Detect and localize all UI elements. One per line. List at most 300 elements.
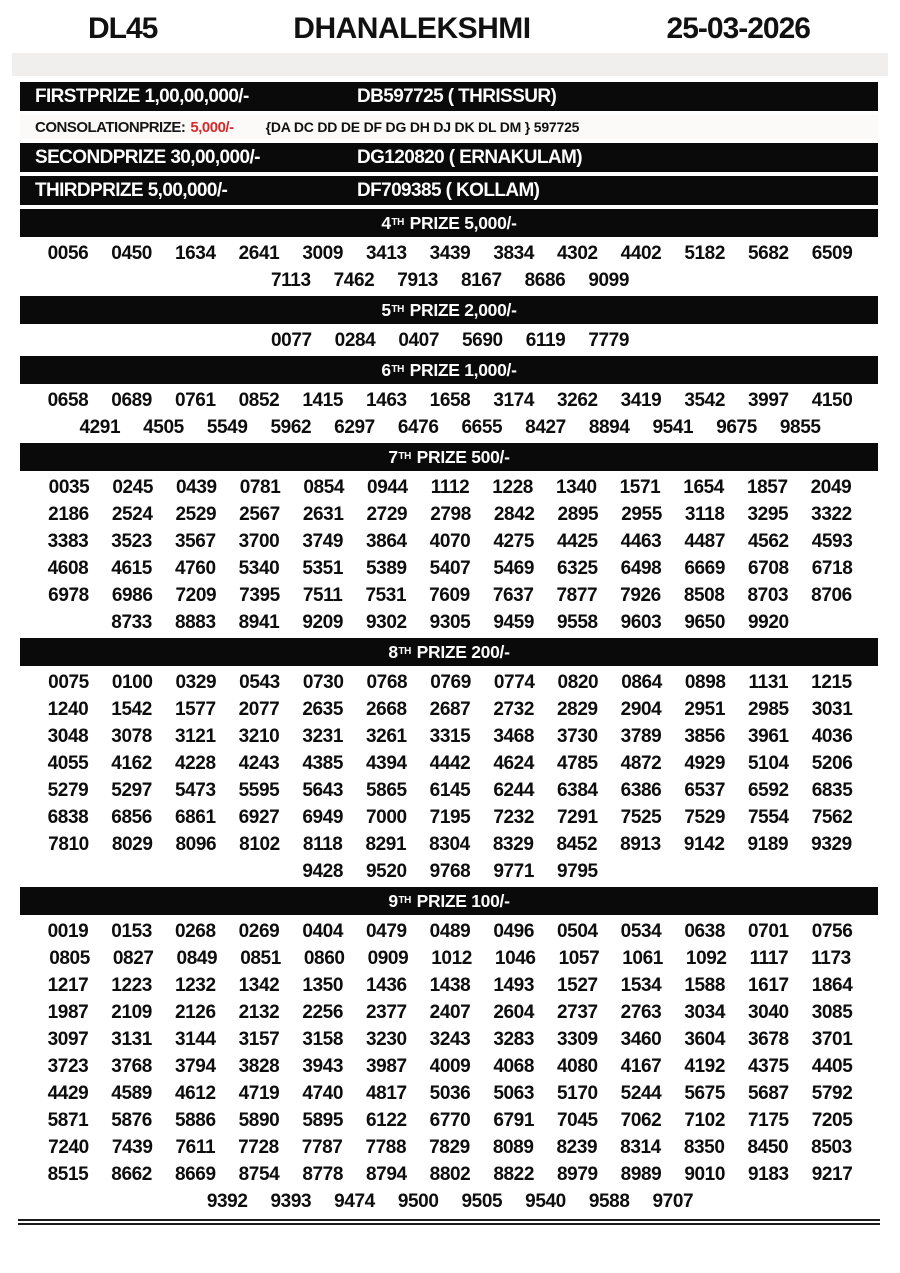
prize-number: 9603 [620,612,662,633]
prize-number: 9707 [652,1191,694,1212]
prize-number: 3961 [748,726,789,747]
prize-number: 2955 [621,504,662,525]
draw-code: DL45 [88,12,158,45]
prize-section-header-6th: 6 TH PRIZE 1,000/- [20,356,878,384]
consolation-series: {DA DC DD DE DF DG DH DJ DK DL DM } 597725 [265,119,580,135]
prize-number: 0489 [429,921,471,942]
prize-number: 8822 [493,1164,534,1185]
prize-number: 7395 [239,585,280,606]
prize-number: 0774 [493,672,535,693]
prize-number: 5063 [493,1083,534,1104]
prize-number: 3542 [684,390,726,411]
prize-number: 5389 [365,558,407,579]
prize-numbers-row [14,582,886,609]
prize-number: 3121 [174,726,216,747]
prize-number: 4817 [365,1083,407,1104]
prize-number: 3118 [684,504,725,525]
prize-number: 9010 [684,1164,726,1185]
prize-numbers-row [14,831,886,858]
prize-numbers-row [14,696,886,723]
prize-number: 5682 [748,243,789,264]
second-prize-bar [20,143,878,172]
prize-number: 0944 [367,477,408,498]
prize-numbers-row [14,858,886,885]
prize-number: 1658 [429,390,471,411]
prize-number: 9189 [747,834,789,855]
prize-number: 2635 [302,699,343,720]
prize-number: 6509 [811,243,853,264]
prize-number: 3468 [493,726,534,747]
prize-number: 9588 [588,1191,630,1212]
prize-number: 3828 [238,1056,280,1077]
prize-number: 8427 [525,417,566,438]
prize-number: 4055 [47,753,89,774]
prize-number: 7728 [238,1137,279,1158]
prize-number: 8515 [47,1164,89,1185]
prize-number: 3034 [684,1002,726,1023]
prize-number: 8894 [588,417,630,438]
prize-number: 4302 [557,243,598,264]
prize-number: 4425 [557,531,598,552]
prize-number: 4162 [111,753,152,774]
prize-number: 6791 [493,1110,534,1131]
prize-number: 0730 [302,672,344,693]
prize-numbers-row [14,918,886,945]
prize-number: 7829 [429,1137,470,1158]
prize-section-header-5th: 5 TH PRIZE 2,000/- [20,296,878,324]
prize-numbers-row [14,555,886,582]
prize-number: 8913 [620,834,661,855]
prize-number: 2729 [366,504,408,525]
prize-number: 3261 [365,726,407,747]
prize-number: 5962 [270,417,312,438]
prize-number: 9183 [748,1164,789,1185]
prize-number: 4593 [811,531,853,552]
prize-number: 8883 [174,612,216,633]
prize-number: 1527 [557,975,598,996]
prize-number: 9795 [557,861,598,882]
prize-number: 7637 [492,585,534,606]
prize-number: 2842 [493,504,535,525]
prize-number: 1046 [494,948,536,969]
prize-number: 0534 [620,921,662,942]
prize-section-header-7th: 7 TH PRIZE 500/- [20,443,878,471]
prize-number: 3723 [47,1056,89,1077]
prize-number: 3322 [811,504,852,525]
prize-number: 6537 [684,780,726,801]
prize-number: 3794 [174,1056,216,1077]
bottom-double-rule [18,1219,880,1225]
prize-numbers-row [14,267,886,294]
prize-number: 2567 [239,504,280,525]
prize-number: 2732 [493,699,534,720]
prize-number: 9428 [302,861,343,882]
prize-number: 3295 [747,504,789,525]
prize-number: 4505 [143,417,184,438]
prize-number: 3283 [493,1029,534,1050]
prize-number: 8706 [811,585,852,606]
prize-number: 2641 [238,243,280,264]
prize-numbers-row [14,999,886,1026]
prize-number: 3749 [302,531,343,552]
prize-number: 4463 [620,531,662,552]
prize-number: 8118 [302,834,343,855]
prize-number: 7554 [748,807,789,828]
prize-number: 0504 [557,921,598,942]
prize-number: 3174 [493,390,534,411]
prize-numbers-row [14,609,886,636]
prize-number: 5351 [302,558,343,579]
prize-number: 0781 [239,477,281,498]
prize-number: 0638 [684,921,726,942]
prize-number: 1112 [430,477,470,498]
prize-number: 0439 [176,477,217,498]
prize-numbers-row [14,669,886,696]
prize-number: 2126 [174,1002,216,1023]
prize-number: 2604 [493,1002,534,1023]
prize-number: 0851 [240,948,281,969]
prize-number: 0827 [112,948,154,969]
prize-number: 7113 [271,270,311,291]
lottery-name: DHANALEKSHMI [293,12,531,45]
prize-number: 4036 [811,726,853,747]
prize-numbers-row [14,327,886,354]
prize-number: 8778 [302,1164,343,1185]
prize-number: 7045 [557,1110,598,1131]
prize-number: 8794 [365,1164,407,1185]
prize-number: 5675 [684,1083,726,1104]
prize-number: 7511 [302,585,343,606]
prize-number: 8329 [492,834,534,855]
prize-number: 3262 [557,390,598,411]
prize-number: 4608 [47,558,89,579]
prize-number: 5297 [111,780,152,801]
prize-number: 7209 [175,585,217,606]
third-prize-label [35,180,357,202]
prize-number: 6949 [302,807,343,828]
consolation-prize-row [20,115,878,139]
prize-number: 8703 [747,585,789,606]
prize-number: 1415 [302,390,343,411]
prize-number: 5469 [493,558,534,579]
prize-number: 8291 [365,834,407,855]
prize-number: 9650 [684,612,726,633]
prize-number: 2132 [238,1002,280,1023]
prize-numbers-row [14,240,886,267]
prize-number: 3856 [684,726,726,747]
prize-number: 0450 [111,243,152,264]
prize-number: 5407 [429,558,471,579]
third-prize-amount: 5,00,000/- [147,179,228,201]
prize-number: 2109 [111,1002,152,1023]
prize-number: 3009 [302,243,343,264]
prize-number: 6835 [811,780,853,801]
prize-number: 0284 [334,330,376,351]
prize-numbers-row [14,474,886,501]
prize-number: 5643 [302,780,343,801]
prize-number: 8350 [683,1137,725,1158]
prize-number: 1542 [111,699,152,720]
prize-number: 1061 [622,948,663,969]
prize-number: 9855 [779,417,821,438]
prize-number: 5890 [238,1110,280,1131]
prize-number: 6927 [238,807,280,828]
prize-number: 8686 [524,270,566,291]
prize-number: 0543 [239,672,280,693]
prize-number: 8096 [175,834,217,855]
prize-number: 1438 [429,975,471,996]
prize-number: 9302 [365,612,407,633]
prize-number: 5549 [206,417,248,438]
prize-number: 9474 [334,1191,375,1212]
prize-number: 4009 [429,1056,471,1077]
prize-number: 7531 [365,585,407,606]
prize-number: 5206 [811,753,853,774]
prize-number: 8102 [239,834,280,855]
prize-number: 0496 [493,921,534,942]
prize-number: 0854 [303,477,345,498]
prize-number: 8304 [429,834,470,855]
prize-number: 5871 [47,1110,89,1131]
prize-number: 4589 [111,1083,152,1104]
prize-number: 4402 [620,243,662,264]
prize-number: 0769 [430,672,471,693]
prize-number: 8239 [556,1137,598,1158]
prize-number: 4612 [174,1083,216,1104]
prize-number: 5473 [174,780,216,801]
prize-number: 5876 [111,1110,152,1131]
prize-number: 5886 [174,1110,216,1131]
prize-number: 3700 [238,531,280,552]
prize-number: 9305 [429,612,471,633]
prize-number: 7175 [748,1110,789,1131]
prize-number: 2904 [620,699,662,720]
prize-number: 2529 [175,504,217,525]
prize-number: 0864 [621,672,662,693]
prize-number: 0701 [748,921,789,942]
prize-number: 9099 [588,270,629,291]
prize-number: 5182 [684,243,726,264]
prize-number: 6297 [334,417,375,438]
prize-number: 6244 [493,780,534,801]
prize-numbers-row [14,1026,886,1053]
prize-number: 5244 [620,1083,662,1104]
prize-number: 1493 [493,975,534,996]
prize-number: 8508 [683,585,725,606]
prize-number: 1857 [746,477,788,498]
prize-number: 6476 [397,417,439,438]
prize-number: 7913 [397,270,438,291]
prize-numbers-row [14,1161,886,1188]
prize-number: 3460 [620,1029,662,1050]
prize-number: 2524 [111,504,153,525]
prize-number: 9459 [493,612,534,633]
prize-number: 9540 [525,1191,566,1212]
prize-sections [0,209,900,1215]
prize-number: 1057 [558,948,600,969]
prize-number: 6718 [811,558,853,579]
prize-number: 4291 [79,417,121,438]
prize-numbers-row [14,804,886,831]
prize-number: 0269 [238,921,280,942]
prize-number: 5895 [302,1110,343,1131]
prize-numbers-row [14,1134,886,1161]
prize-number: 3701 [811,1029,853,1050]
prize-number: 1131 [748,672,789,693]
prize-number: 4740 [302,1083,343,1104]
prize-number: 1571 [619,477,661,498]
prize-number: 5792 [811,1083,853,1104]
second-prize-amount: 30,00,000/- [170,146,260,168]
prize-number: 0100 [111,672,153,693]
prize-number: 8662 [111,1164,152,1185]
prize-number: 7611 [175,1137,216,1158]
prize-number: 6655 [461,417,503,438]
prize-number: 9558 [557,612,598,633]
prize-number: 3523 [111,531,152,552]
second-prize-label [35,147,357,169]
prize-number: 3048 [47,726,89,747]
prize-number: 7877 [556,585,598,606]
prize-number: 0075 [48,672,89,693]
prize-number: 6708 [748,558,789,579]
prize-number: 7788 [365,1137,407,1158]
prize-number: 4243 [238,753,280,774]
prize-number: 4615 [111,558,152,579]
prize-number: 5104 [748,753,789,774]
prize-number: 4442 [429,753,471,774]
prize-number: 9500 [397,1191,439,1212]
prize-number: 7779 [588,330,629,351]
prize-section-header-4th: 4 TH PRIZE 5,000/- [20,209,878,237]
prize-number: 5865 [365,780,407,801]
prize-number: 0479 [365,921,407,942]
prize-number: 3413 [365,243,407,264]
prize-number: 3768 [111,1056,152,1077]
third-prize-bar [20,176,878,205]
prize-number: 8314 [620,1137,661,1158]
prize-number: 0761 [174,390,216,411]
prize-number: 1436 [365,975,407,996]
prize-number: 3604 [684,1029,726,1050]
prize-numbers-row [14,1053,886,1080]
prize-numbers-row [14,972,886,999]
prize-number: 0153 [111,921,152,942]
prize-number: 3834 [493,243,534,264]
prize-number: 7195 [429,807,471,828]
prize-number: 8450 [747,1137,789,1158]
prize-number: 1350 [302,975,343,996]
prize-number: 4385 [302,753,343,774]
first-prize-amount: 1,00,00,000/- [144,85,249,107]
prize-number: 6861 [174,807,216,828]
prize-number: 3243 [429,1029,471,1050]
third-prize-title: THIRDPRIZE [35,179,144,201]
prize-number: 5595 [238,780,280,801]
prize-number: 3567 [174,531,216,552]
prize-number: 2631 [302,504,344,525]
prize-number: 1864 [811,975,853,996]
prize-number: 7609 [429,585,470,606]
prize-number: 0849 [176,948,218,969]
first-prize-bar [20,82,878,111]
prize-number: 1232 [174,975,216,996]
prize-numbers-row [14,945,886,972]
prize-numbers-row [14,1107,886,1134]
prize-number: 2895 [557,504,599,525]
prize-number: 6770 [429,1110,471,1131]
prize-number: 4192 [684,1056,726,1077]
prize-number: 4167 [620,1056,662,1077]
prize-number: 8452 [556,834,598,855]
prize-number: 9768 [429,861,471,882]
prize-number: 6498 [620,558,662,579]
prize-number: 1215 [811,672,852,693]
prize-number: 3730 [557,726,598,747]
prize-number: 1617 [748,975,789,996]
prize-number: 7462 [333,270,375,291]
prize-number: 6386 [620,780,662,801]
prize-number: 7529 [684,807,726,828]
prize-numbers-row [14,528,886,555]
prize-number: 7810 [48,834,89,855]
prize-number: 4068 [493,1056,534,1077]
prize-number: 1240 [47,699,89,720]
prize-number: 8029 [111,834,153,855]
prize-number: 7232 [493,807,534,828]
prize-number: 1117 [749,948,789,969]
prize-number: 6856 [111,807,152,828]
prize-number: 7205 [811,1110,853,1131]
prize-number: 1217 [47,975,89,996]
prize-numbers-row [14,723,886,750]
prize-number: 1654 [683,477,724,498]
prize-number: 0268 [174,921,216,942]
prize-numbers-row [14,414,886,441]
prize-number: 6384 [557,780,598,801]
prize-number: 2407 [429,1002,471,1023]
prize-number: 9505 [461,1191,503,1212]
prize-number: 0329 [175,672,217,693]
prize-number: 3987 [365,1056,407,1077]
prize-number: 6978 [48,585,89,606]
prize-number: 0689 [111,390,152,411]
prize-number: 6145 [429,780,471,801]
second-prize-title: SECONDPRIZE [35,146,166,168]
prize-number: 2687 [429,699,471,720]
prize-number: 4070 [429,531,471,552]
prize-number: 0756 [811,921,853,942]
prize-number: 1342 [238,975,280,996]
prize-number: 4785 [557,753,598,774]
prize-number: 3210 [238,726,280,747]
prize-number: 1634 [174,243,216,264]
prize-number: 6669 [684,558,726,579]
prize-numbers-row [14,501,886,528]
prize-number: 4562 [748,531,789,552]
prize-number: 4487 [684,531,726,552]
prize-number: 0898 [684,672,726,693]
prize-number: 9392 [206,1191,248,1212]
prize-number: 3678 [748,1029,789,1050]
prize-number: 1987 [47,1002,89,1023]
prize-number: 7291 [557,807,598,828]
prize-number: 8941 [238,612,280,633]
prize-section-header-9th: 9 TH PRIZE 100/- [20,887,878,915]
prize-number: 7787 [301,1137,343,1158]
prize-number: 8669 [174,1164,216,1185]
prize-number: 3078 [111,726,152,747]
